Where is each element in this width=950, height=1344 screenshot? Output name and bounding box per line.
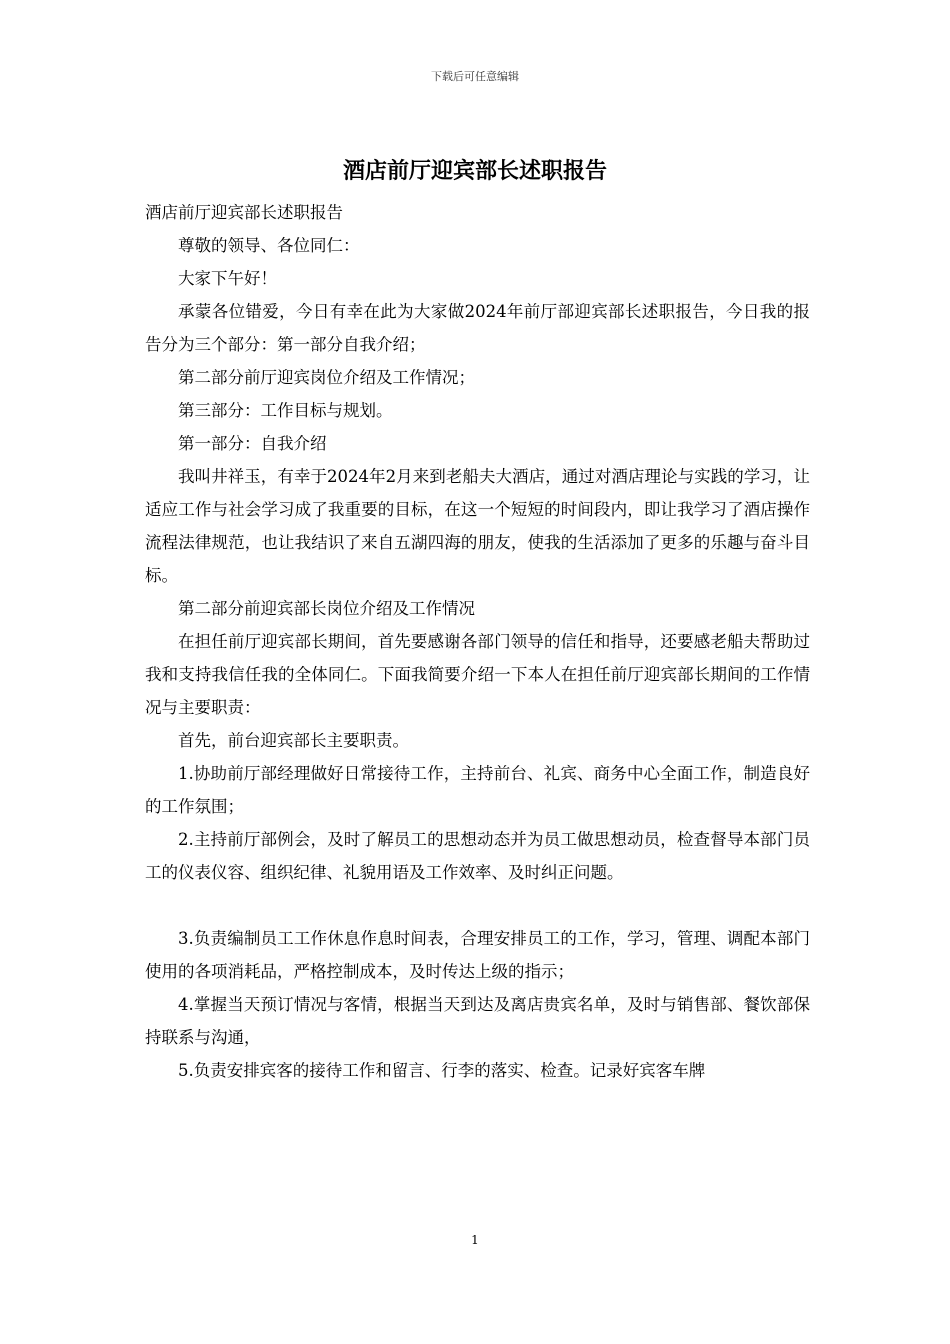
document-body (145, 196, 810, 1087)
paragraph-salutation: 尊敬的领导、各位同仁： (178, 236, 360, 255)
section-heading-part-one: 第一部分：自我介绍 (178, 434, 327, 453)
list-item-duty-5: 5.负责安排宾客的接待工作和留言、行李的落实、检查。记录好宾客车牌 (178, 1061, 706, 1080)
paragraph-thanks: 在担任前厅迎宾部长期间，首先要感谢各部门领导的信任和指导，还要感老船夫帮助过我和支持我信任我的全体同仁。下面我简要介绍一下本人在担任前厅迎宾部长期间的工作情况与主要职责： (145, 632, 810, 717)
paragraph-intro: 承蒙各位错爱，今日有幸在此为大家做2024年前厅部迎宾部长述职报告，今日我的报告分为三个部分：第一部分自我介绍； (145, 302, 810, 354)
list-item-duty-4: 4.掌握当天预订情况与客情，根据当天到达及离店贵宾名单，及时与销售部、餐饮部保持联系与沟通， (145, 995, 810, 1047)
list-item-duty-3: 3.负责编制员工工作休息作息时间表，合理安排员工的工作，学习，管理、调配本部门使用的各项消耗品，严格控制成本，及时传达上级的指示； (145, 929, 810, 981)
paragraph-duties-heading: 首先，前台迎宾部长主要职责。 (178, 731, 409, 750)
paragraph-part-two-outline: 第二部分前厅迎宾岗位介绍及工作情况； (178, 368, 475, 387)
paragraph-subtitle: 酒店前厅迎宾部长述职报告 (145, 203, 343, 222)
page-number: 1 (471, 1233, 479, 1247)
list-item-duty-2: 2.主持前厅部例会，及时了解员工的思想动态并为员工做思想动员，检查督导本部门员工的仪表仪容、组织纪律、礼貌用语及工作效率、及时纠正问题。 (145, 830, 810, 882)
header-note: 下载后可任意编辑 (431, 70, 519, 83)
paragraph-part-three-outline: 第三部分：工作目标与规划。 (178, 401, 393, 420)
paragraph-self-introduction: 我叫井祥玉，有幸于2024年2月来到老船夫大酒店，通过对酒店理论与实践的学习，让适应工作与社会学习成了我重要的目标，在这一个短短的时间段内，即让我学习了酒店操作流程法律规范，也让我结识了来自五湖四海的朋友，使我的生活添加了更多的乐趣与奋斗目标。 (145, 467, 810, 585)
section-heading-part-two: 第二部分前迎宾部长岗位介绍及工作情况 (178, 599, 475, 618)
list-item-duty-1: 1.协助前厅部经理做好日常接待工作，主持前台、礼宾、商务中心全面工作，制造良好的工作氛围； (145, 764, 810, 816)
paragraph-greeting: 大家下午好！ (178, 269, 277, 288)
document-title: 酒店前厅迎宾部长述职报告 (342, 158, 607, 184)
